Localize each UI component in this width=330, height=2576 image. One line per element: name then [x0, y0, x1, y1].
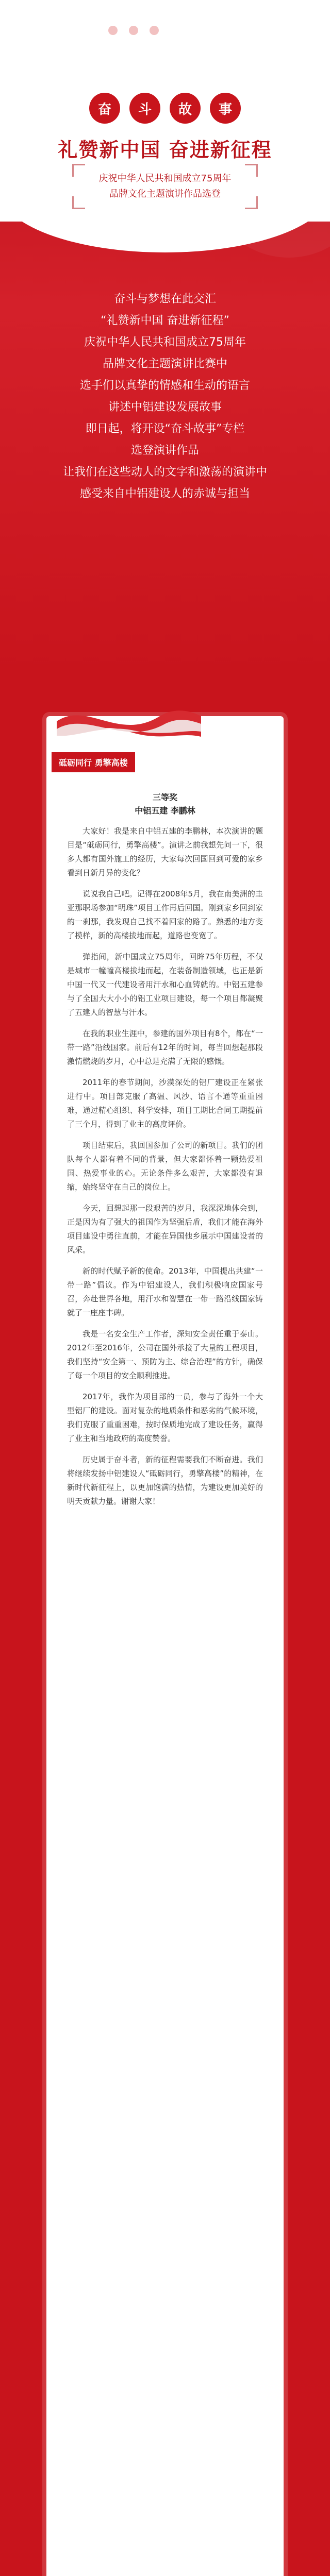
badge-char: 奋	[89, 93, 120, 124]
article-paragraph: 新的时代赋予新的使命。2013年，中国提出共建“一带一路”倡议。作为中铝建设人，我们积极响应国家号召，奔赴世界各地，用汗水和智慧在一带一路沿线国家铸就了一座座丰碑。	[67, 1266, 263, 1317]
badge-char: 故	[170, 93, 201, 124]
intro-line: 选登演讲作品	[130, 444, 199, 457]
article-paragraph: 今天，回想起那一段艰苦的岁月，我深深地体会到，正是因为有了强大的祖国作为坚强后盾，我们才能在海外项目建设中勇往直前，才能在异国他乡展示中国建设者的风采。	[67, 1204, 263, 1255]
flag-decoration	[57, 701, 201, 742]
intro-line: 即日起，将开设“奋斗故事”专栏	[85, 422, 245, 435]
article-paragraph: 在我的职业生涯中，参建的国外项目有8个，都在“一带一路”沿线国家。前后有12年的时间，每当回想起那段激情燃烧的岁月，心中总是充满了无限的感慨。	[67, 1029, 263, 1066]
subtitle-box	[72, 164, 258, 209]
badge-row	[0, 93, 330, 124]
intro-line: 选手们以真挚的情感和生动的语言	[79, 379, 250, 392]
intro-line: “礼赞新中国 奋进新征程”	[101, 314, 229, 327]
award-line: 三等奖	[152, 792, 177, 802]
corner-mark	[245, 164, 258, 177]
article-author	[46, 791, 284, 818]
badge-char: 斗	[129, 93, 160, 124]
article-paragraph: 弹指间，新中国成立75周年，回眸75年历程，不仅是城市一幢幢高楼拔地而起，在装备制造领域，也正是新中国一代又一代建设者用汗水和心血铸就的。中铝五建参与了全国大大小小的铝工业项目建设，每一个项目都凝聚了五建人的智慧与汗水。	[67, 952, 263, 1017]
intro-line: 讲述中铝建设发展故事	[108, 401, 222, 414]
article-paragraph: 项目结束后，我回国参加了公司的新项目。我们的团队每个人都有着不同的背景，但大家都怀着一颗热爱祖国、热爱事业的心。无论条件多么艰苦，大家都没有退缩，始终坚守在自己的岗位上。	[67, 1141, 263, 1192]
article-paragraph: 说说我自己吧。记得在2008年5月，我在南美洲的圭亚那职场参加“明珠”项目工作再后回国。刚到家乡回到家的一刹那，我发现自己找不着回家的路了。熟悉的地方变了模样，新的高楼拔地而起，道路也变宽了。	[67, 889, 263, 940]
decorative-dot	[129, 26, 138, 35]
intro-line: 感受来自中铝建设人的赤诚与担当	[79, 487, 250, 500]
intro-text	[0, 289, 330, 505]
badge-char: 事	[210, 93, 241, 124]
decorative-dot	[108, 26, 118, 35]
article-paragraph: 大家好！我是来自中铝五建的李鹏林，本次演讲的题目是“砥砺同行，勇擎高楼”。演讲之前我想先问一下，很多人都有国外施工的经历，大家每次回国回到可爱的家乡看到日新月异的变化？	[67, 826, 263, 877]
article-paragraph: 2011年的春节期间，沙漠深处的铝厂建设正在紧张进行中。项目部克服了高温、风沙、语言不通等重重困难，通过精心组织、科学安排，项目工期比合同工期提前了三个月，得到了业主的高度评价。	[67, 1078, 263, 1129]
page-title: 礼赞新中国 奋进新征程	[58, 139, 272, 161]
article-paragraph: 我是一名安全生产工作者，深知安全责任重于泰山。2012年至2016年，公司在国外承接了大量的工程项目，我们坚持“安全第一、预防为主、综合治理”的方针，确保了每一个项目的安全顺利推进。	[67, 1329, 263, 1380]
intro-line: 让我们在这些动人的文字和激荡的演讲中	[62, 466, 267, 479]
intro-line: 庆祝中华人民共和国成立75周年	[84, 336, 246, 349]
article-card	[46, 716, 284, 2576]
article-paragraph: 2017年，我作为项目部的一员，参与了海外一个大型铝厂的建设。面对复杂的地质条件和恶劣的气候环境，我们克服了重重困难，按时保质地完成了建设任务，赢得了业主和当地政府的高度赞誉。	[67, 1392, 263, 1443]
corner-mark	[72, 196, 85, 209]
subtitle-line: 品牌文化主题演讲作品选登	[109, 189, 221, 199]
author-line: 中铝五建 李鹏林	[135, 806, 195, 816]
article-body	[67, 824, 263, 1516]
decorative-dot	[150, 26, 159, 35]
subtitle-line: 庆祝中华人民共和国成立75周年	[98, 173, 232, 184]
corner-mark	[245, 196, 258, 209]
intro-line: 品牌文化主题演讲比赛中	[102, 358, 227, 370]
intro-line: 奋斗与梦想在此交汇	[113, 293, 216, 306]
article-label: 砥砺同行 勇擎高楼	[52, 752, 135, 772]
article-paragraph: 历史属于奋斗者，新的征程需要我们不断奋进。我们将继续发扬中铝建设人“砥砺同行，勇擎高楼”的精神，在新时代新征程上，以更加饱满的热情，为建设更加美好的明天贡献力量。谢谢大家！	[67, 1455, 263, 1506]
corner-mark	[72, 164, 85, 177]
